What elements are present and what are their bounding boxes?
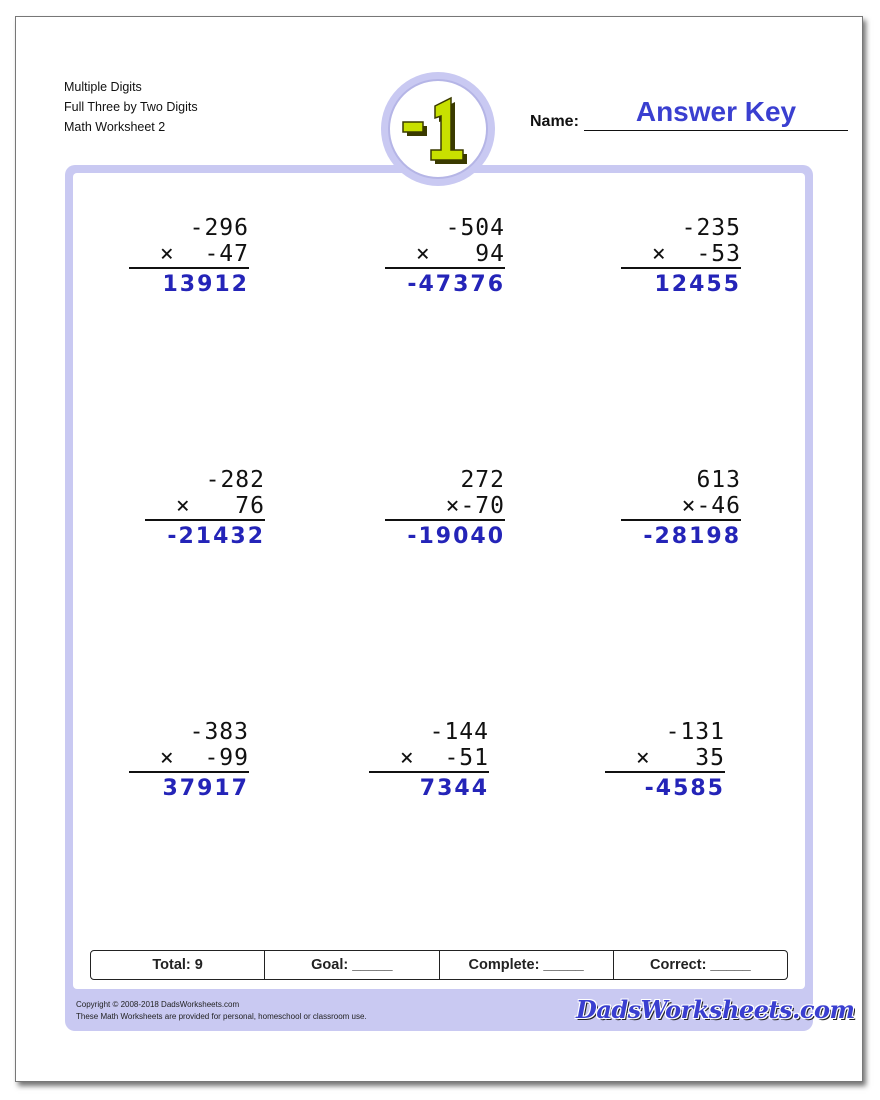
answer: -47376 — [407, 272, 505, 297]
name-field — [530, 96, 850, 131]
problem-6 — [621, 467, 741, 553]
answer: -4585 — [644, 776, 725, 801]
problem-7 — [129, 719, 249, 805]
problem-3 — [621, 215, 741, 301]
answer: 37917 — [162, 776, 249, 801]
worksheet-page — [15, 16, 863, 1082]
multiplier: × -47 — [129, 241, 249, 269]
correct-field: Correct: _____ — [613, 951, 787, 979]
multiplier: × -99 — [129, 745, 249, 773]
answer: -19040 — [407, 524, 505, 549]
multiplicand: 613 — [696, 467, 741, 493]
footer — [76, 999, 367, 1023]
multiplier: × -51 — [369, 745, 489, 773]
worksheet-header — [64, 77, 198, 137]
problem-9 — [605, 719, 725, 805]
goal-field: Goal: _____ — [264, 951, 438, 979]
problem-2 — [385, 215, 505, 301]
multiplicand: -504 — [445, 215, 505, 241]
header-line-2: Full Three by Two Digits — [64, 100, 198, 114]
copyright-text: Copyright © 2008-2018 DadsWorksheets.com — [76, 1000, 240, 1009]
complete-field: Complete: _____ — [439, 951, 613, 979]
usage-notice: These Math Worksheets are provided for personal, homeschool or classroom use. — [76, 1012, 367, 1021]
name-line — [584, 96, 848, 131]
answer: -28198 — [643, 524, 741, 549]
multiplier: × 76 — [145, 493, 265, 521]
answer: 13912 — [162, 272, 249, 297]
multiplier: ×-70 — [385, 493, 505, 521]
worksheet-logo — [381, 72, 495, 186]
multiplier: ×-46 — [621, 493, 741, 521]
score-bar — [90, 950, 788, 980]
brand-logo: DadsWorksheets.com — [576, 995, 855, 1024]
multiplier: × 94 — [385, 241, 505, 269]
multiplicand: -235 — [681, 215, 741, 241]
problem-frame — [65, 165, 813, 1031]
problem-4 — [145, 467, 265, 553]
multiplicand: -383 — [189, 719, 249, 745]
multiplicand: 272 — [460, 467, 505, 493]
header-line-3: Math Worksheet 2 — [64, 120, 166, 134]
answer-key-title: Answer Key — [635, 96, 797, 127]
problem-8 — [369, 719, 489, 805]
multiplier: × -53 — [621, 241, 741, 269]
answer: -21432 — [167, 524, 265, 549]
multiplicand: -131 — [665, 719, 725, 745]
multiplicand: -282 — [205, 467, 265, 493]
problem-1 — [129, 215, 249, 301]
answer: 7344 — [419, 776, 489, 801]
total-count: Total: 9 — [152, 957, 203, 973]
multiplicand: -296 — [189, 215, 249, 241]
multiplier: × 35 — [605, 745, 725, 773]
name-label: Name: — [530, 113, 579, 130]
header-line-1: Multiple Digits — [64, 80, 142, 94]
multiplicand: -144 — [429, 719, 489, 745]
answer: 12455 — [654, 272, 741, 297]
problem-5 — [385, 467, 505, 553]
minus-one-badge-icon — [393, 84, 483, 174]
